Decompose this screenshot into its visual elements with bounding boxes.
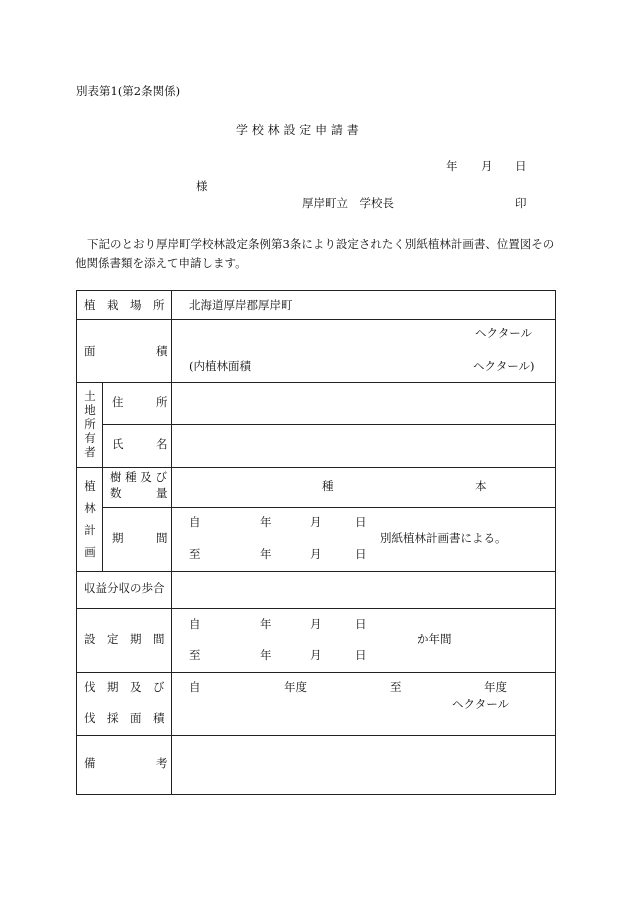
count-column-label: 本 [475, 479, 487, 493]
row-line [77, 467, 556, 468]
addressee-honorific: 様 [196, 179, 208, 193]
planting-place-label: 植 栽 場 所 [84, 298, 165, 312]
row-line [77, 735, 556, 736]
species-column-label: 種 [322, 479, 334, 493]
setting-duration: か年間 [417, 632, 452, 646]
row-line [102, 424, 556, 425]
planting-period-b: 間 [156, 531, 168, 545]
date-day: 日 [515, 159, 527, 173]
landowner-address-b: 所 [156, 395, 168, 409]
setting-from: 自 [189, 617, 201, 631]
planting-from-month: 月 [310, 515, 322, 529]
landowner-address-a: 住 [112, 395, 124, 409]
planting-from-day: 日 [355, 515, 367, 529]
planting-group-divider [102, 467, 103, 571]
row-line [77, 382, 556, 383]
setting-to-year: 年 [260, 648, 272, 662]
area-label-b: 積 [156, 344, 168, 358]
setting-to: 至 [189, 648, 201, 662]
setting-from-year: 年 [260, 617, 272, 631]
application-table [76, 290, 556, 795]
remarks-label-b: 考 [156, 756, 168, 770]
species-label-line2: 数 量 [110, 486, 168, 500]
planting-plan-group-label: 植林計画 [84, 479, 96, 559]
profit-share-label: 収益分収の歩合 [84, 581, 165, 595]
logging-from-fiscal-year: 年度 [284, 680, 307, 694]
setting-to-month: 月 [310, 648, 322, 662]
planting-from: 自 [189, 515, 201, 529]
inner-area-label: (内植林面積 [189, 359, 251, 373]
table-col-divider [171, 291, 172, 795]
remarks-label-a: 備 [84, 756, 96, 770]
document-title: 学 校 林 設 定 申 請 書 [236, 123, 359, 137]
planting-from-year: 年 [260, 515, 272, 529]
logging-to-fiscal-year: 年度 [484, 680, 507, 694]
planting-place-value: 北海道厚岸郡厚岸町 [189, 298, 293, 312]
date-year: 年 [446, 159, 458, 173]
row-line [102, 507, 556, 508]
setting-from-month: 月 [310, 617, 322, 631]
species-label-line1: 樹 種 及 び [110, 470, 167, 484]
row-line [77, 608, 556, 609]
landowner-name-b: 名 [156, 437, 168, 451]
area-unit: ヘクタール [475, 326, 533, 340]
area-label-a: 面 [84, 344, 96, 358]
logging-to: 至 [390, 680, 402, 694]
logging-label-line2: 伐 採 面 積 [84, 711, 165, 725]
planting-to-day: 日 [355, 547, 367, 561]
logging-from: 自 [189, 680, 201, 694]
date-month: 月 [481, 159, 493, 173]
application-body-text: 下記のとおり厚岸町学校林設定条例第3条により設定されたく別紙植林計画書、位置図その他関係書類を添えて申請します。 [75, 237, 555, 270]
planting-to: 至 [189, 547, 201, 561]
setting-from-day: 日 [355, 617, 367, 631]
logging-area-unit: ヘクタール [452, 697, 510, 711]
landowner-name-a: 氏 [112, 437, 124, 451]
row-line [77, 672, 556, 673]
setting-to-day: 日 [355, 648, 367, 662]
logging-label-line1: 伐 期 及 び [84, 680, 165, 694]
appendix-label: 別表第1(第2条関係) [76, 84, 181, 98]
landowner-group-label: 土地所有者 [84, 389, 96, 459]
row-line [77, 571, 556, 572]
planting-plan-note: 別紙植林計画書による。 [380, 531, 507, 545]
planting-to-month: 月 [310, 547, 322, 561]
row-line [77, 319, 556, 320]
applicant-seal: 印 [515, 196, 527, 210]
inner-area-unit: ヘクタール) [473, 359, 535, 373]
planting-period-a: 期 [112, 531, 124, 545]
applicant-school: 厚岸町立 学校長 [302, 196, 394, 210]
setting-period-label: 設 定 期 間 [84, 632, 165, 646]
planting-to-year: 年 [260, 547, 272, 561]
